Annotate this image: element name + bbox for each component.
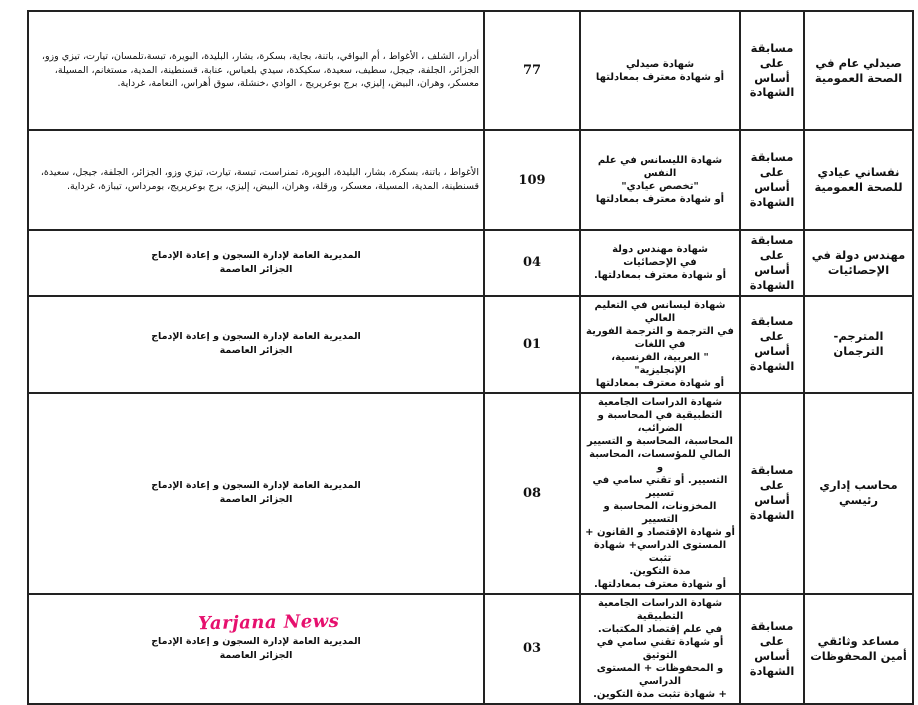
location-line: الجزائر العاصمة <box>219 345 293 357</box>
table-row <box>28 393 913 594</box>
required-diploma <box>580 230 740 296</box>
location-line: الجزائر العاصمة <box>219 494 293 506</box>
location-line: المديرية العامة لإدارة السجون و إعادة الإدماج <box>151 635 361 647</box>
location-line: المديرية العامة لإدارة السجون و إعادة الإدماج <box>151 250 361 262</box>
location-line: المديرية العامة لإدارة السجون و إعادة الإدماج <box>151 331 361 343</box>
locations: الأغواط ، باتنة، بسكرة، بشار، البليدة، البويرة، تمنراست، تبسة، تيارت، تيزي وزو، الجزائر، الجلفة، جيجل، سعيدة، قسنطينة، المدية، المسيلة، معسكر، ورقلة، وهران، البيض، إليزي، برج بوعريريج، بومرداس، تيبازة، غرداية. <box>28 130 484 230</box>
diploma-line: المستوى الدراسي+ شهادة تثبت <box>593 539 727 564</box>
positions-count: 77 <box>484 11 580 130</box>
required-diploma <box>580 594 740 704</box>
diploma-line: أو شهادة معترف بمعادلتها <box>595 194 725 205</box>
diploma-line: التسيير. أو تقني سامي في تسيير <box>592 474 728 499</box>
recruitment-mode: مسابقة على أساس الشهادة <box>740 296 804 393</box>
diploma-line: في الإحصائيات <box>623 257 697 269</box>
job-title: صيدلي عام في الصحة العمومية <box>804 11 913 130</box>
recruitment-mode: مسابقة على أساس الشهادة <box>740 130 804 230</box>
recruitment-mode: مسابقة على أساس الشهادة <box>740 393 804 594</box>
diploma-line: المخزونات، المحاسبة و التسيير <box>603 500 717 525</box>
table-row <box>28 11 913 130</box>
table-row <box>28 296 913 393</box>
job-title: مهندس دولة في الإحصائيات <box>804 230 913 296</box>
diploma-line: أو شهادة الإقتصاد و القانون + <box>585 526 735 538</box>
diploma-line: أو شهادة معترف بمعادلتها. <box>593 270 727 282</box>
diploma-line: أو شهادة تقني سامي في التوثيق <box>596 636 724 661</box>
job-title: نفساني عيادي للصحة العمومية <box>804 130 913 230</box>
table-row <box>28 130 913 230</box>
location-line: الجزائر العاصمة <box>219 649 293 661</box>
locations <box>28 296 484 393</box>
diploma-line: شهادة الليسانس في علم النفس <box>597 155 723 179</box>
diploma-line: " العربية، الفرنسية، الإنجليزية" <box>611 351 709 376</box>
diploma-line: في علم إقتصاد المكتبات. <box>597 623 723 635</box>
positions-count: 03 <box>484 594 580 704</box>
locations <box>28 393 484 594</box>
required-diploma <box>580 393 740 594</box>
recruitment-mode: مسابقة على أساس الشهادة <box>740 594 804 704</box>
diploma-line: التطبيقية في المحاسبة و الضرائب، <box>597 409 723 434</box>
location-line: المديرية العامة لإدارة السجون و إعادة الإدماج <box>151 480 361 492</box>
diploma-line: في الترجمة و الترجمة الفورية <box>586 325 734 337</box>
watermark-text: Yarjana News <box>197 610 340 635</box>
diploma-line: + شهادة تثبت مدة التكوين. <box>593 688 727 700</box>
locations <box>28 594 484 704</box>
diploma-line: أو شهادة معترف بمعادلتها. <box>593 578 727 590</box>
job-title: محاسب إداري رئيسي <box>804 393 913 594</box>
recruitment-mode: مسابقة على أساس الشهادة <box>740 230 804 296</box>
job-title: مساعد وثائقي أمين المحفوظات <box>804 594 913 704</box>
positions-count: 08 <box>484 393 580 594</box>
required-diploma <box>580 11 740 130</box>
positions-count: 04 <box>484 230 580 296</box>
diploma-line: شهادة الدراسات الجامعية التطبيقية <box>597 597 723 622</box>
positions-count: 01 <box>484 296 580 393</box>
diploma-line: شهادة مهندس دولة <box>612 244 708 256</box>
diploma-line: في اللغات <box>634 338 686 350</box>
locations <box>28 230 484 296</box>
diploma-line: شهادة صيدلي <box>625 58 695 70</box>
locations: أدرار، الشلف ، الأغواط ، أم البواقي، باتنة، بجاية، بسكرة، بشار، البليدة، البويرة، تبسة،تلمسان، تيارت، تيزي وزو، الجزائر، الجلفة، جيجل، سطيف، سعيدة، سكيكدة، سيدي بلعباس، عنابة، قسنطينة، المدية، مستغانم، المسيلة، معسكر، وهران، البيض، إليزي، برج بوعريريج ، الوادي ،خنشلة، سوق أهراس، النعامة، غرداية. <box>28 11 484 130</box>
required-diploma <box>580 296 740 393</box>
diploma-line: شهادة الدراسات الجامعية <box>597 396 723 408</box>
diploma-line: و المحفوظات + المستوى الدراسي <box>596 662 724 687</box>
required-diploma <box>580 130 740 230</box>
diploma-line: أو شهادة معترف بمعادلتها <box>595 71 725 83</box>
job-title: المترجم-الترجمان <box>804 296 913 393</box>
diploma-line: المحاسبة، المحاسبة و التسيير <box>587 435 733 447</box>
diploma-line: "تخصص عيادي" <box>621 181 699 192</box>
table-row <box>28 594 913 704</box>
positions-count: 109 <box>484 130 580 230</box>
recruitment-table <box>27 10 914 705</box>
diploma-line: مدة التكوين. <box>629 565 691 577</box>
diploma-line: أو شهادة معترف بمعادلتها <box>595 377 725 389</box>
diploma-line: المالي للمؤسسات، المحاسبة و <box>589 448 731 473</box>
location-line: الجزائر العاصمة <box>219 263 293 275</box>
table-row <box>28 230 913 296</box>
diploma-line: شهادة ليسانس في التعليم العالي <box>594 299 726 324</box>
recruitment-mode: مسابقة على أساس الشهادة <box>740 11 804 130</box>
